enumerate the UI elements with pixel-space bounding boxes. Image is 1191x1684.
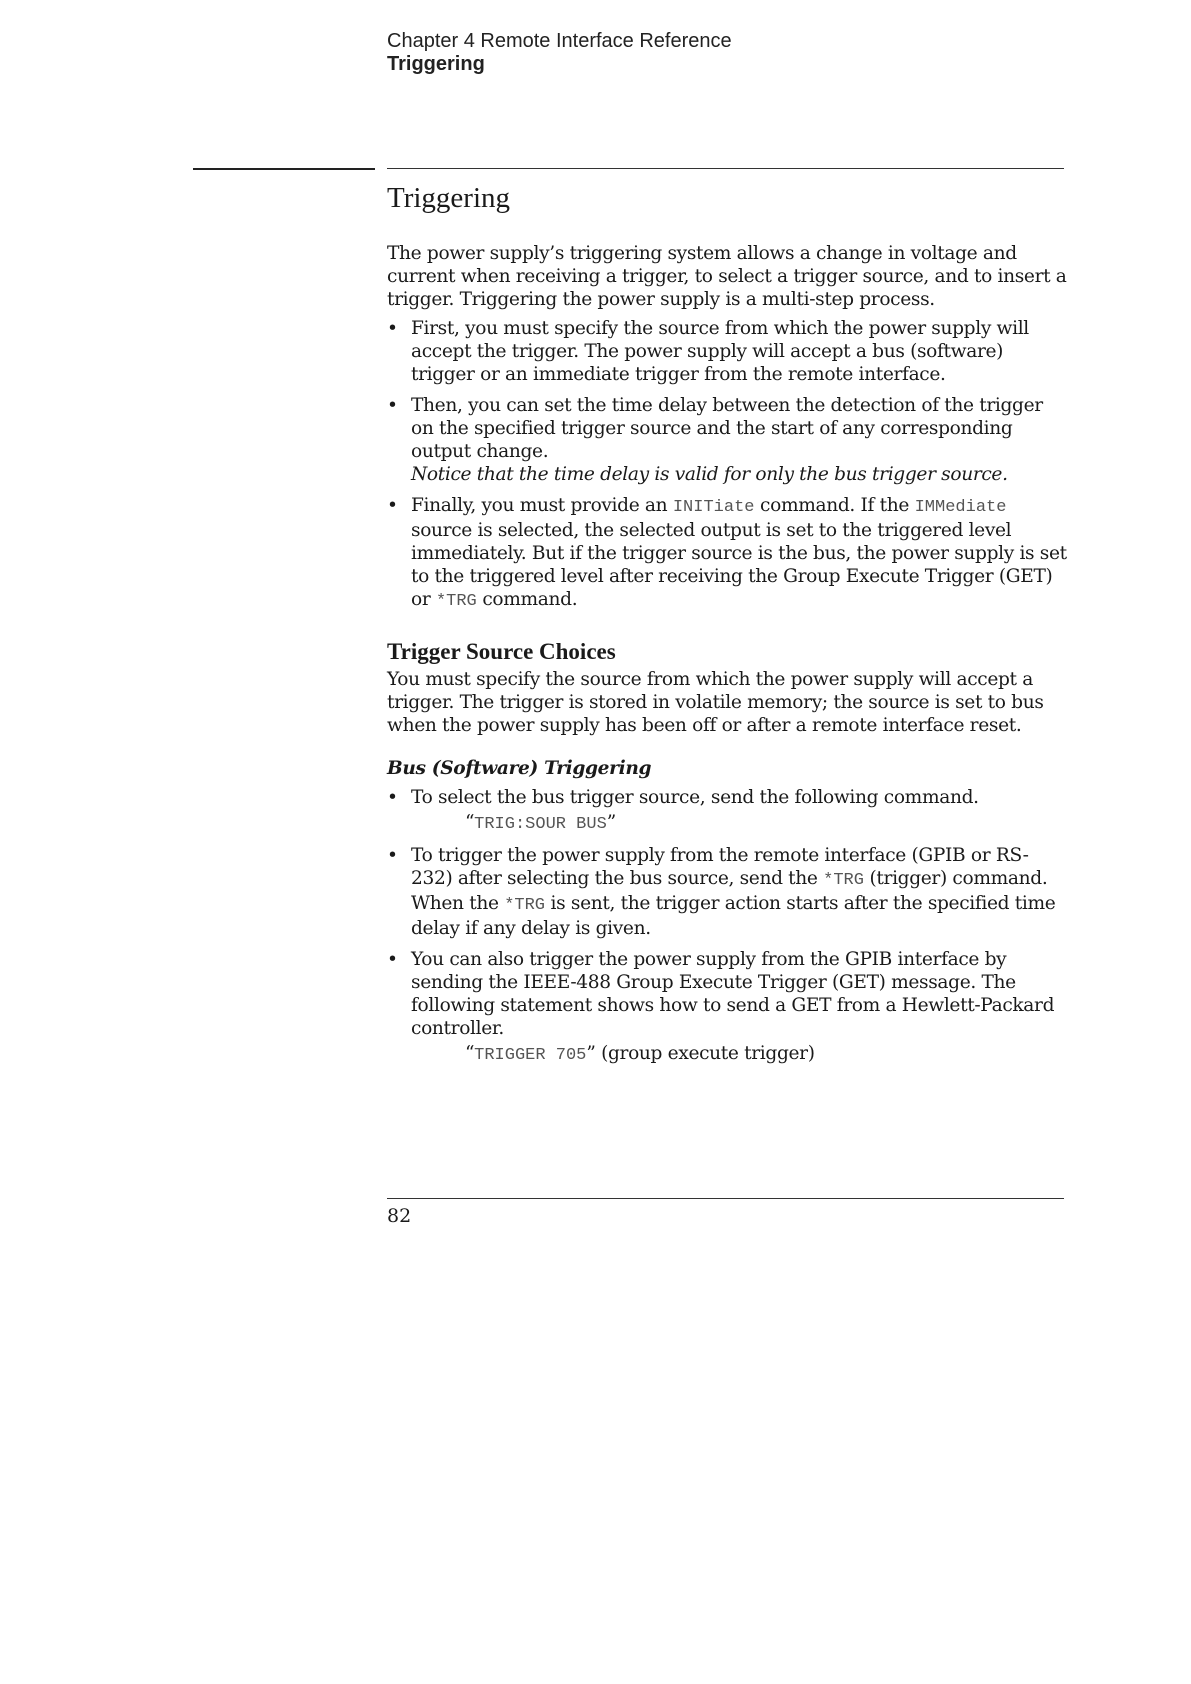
initiate-command: INITiate bbox=[672, 498, 755, 517]
bus-item-2-text-b: (trigger) command. When the bbox=[411, 868, 1048, 914]
step-2-note: Notice that the time delay is valid for only the bus trigger source. bbox=[411, 464, 1008, 485]
example-trigger-705 bbox=[411, 1042, 1067, 1067]
trigger-705-command: TRIGGER 705 bbox=[474, 1046, 587, 1065]
section-title: Triggering bbox=[387, 182, 510, 214]
quote-open: “ bbox=[465, 812, 475, 833]
example-2-suffix: ” (group execute trigger) bbox=[586, 1043, 815, 1064]
subsection-title: Trigger Source Choices bbox=[387, 639, 616, 664]
step-2-text: Then, you can set the time delay between the detection of the trigger on the specified trigger source and the start of any corresponding output change. bbox=[411, 395, 1043, 462]
list-item-bus-3 bbox=[387, 948, 1067, 1067]
trg-command: *TRG bbox=[823, 871, 864, 890]
trig-sour-bus-command: TRIG:SOUR BUS bbox=[474, 815, 607, 834]
list-item-step-1 bbox=[387, 317, 1067, 386]
section-rule-right bbox=[387, 168, 1064, 169]
example-trig-sour-bus bbox=[411, 811, 1067, 836]
step-3-text-a: Finally, you must provide an bbox=[411, 495, 673, 516]
bus-triggering-title: Bus (Software) Triggering bbox=[387, 758, 652, 779]
bus-item-1-text: To select the bus trigger source, send the following command. bbox=[411, 787, 979, 808]
intro-paragraph: The power supply’s triggering system allows a change in voltage and current when receiving a trigger, to select a trigger source, and to insert a trigger. Triggering the power supply is a multi-step process. bbox=[387, 243, 1067, 310]
list-item-bus-1 bbox=[387, 786, 1067, 836]
page-content bbox=[387, 180, 1067, 1075]
bus-item-2-text-c: is sent, the trigger action starts after the specified time delay if any delay is given. bbox=[411, 893, 1056, 939]
quote-close: ” bbox=[606, 812, 616, 833]
quote-open: “ bbox=[465, 1043, 475, 1064]
bus-item-2-text-a: To trigger the power supply from the remote interface (GPIB or RS-232) after selecting the bus source, send the bbox=[411, 845, 1029, 889]
header-section: Triggering bbox=[387, 53, 485, 75]
step-3-text-c: source is selected, the selected output is set to the triggered level immediately. But if the trigger source is the bus, the power supply is set to the triggered level after receiving the Group Execute Trigger (GET) or bbox=[411, 520, 1067, 610]
trg-command: *TRG bbox=[435, 592, 477, 611]
subsection-paragraph: You must specify the source from which the power supply will accept a trigger. The trigger is stored in volatile memory; the source is set to bus when the power supply has been off or after a remote interface reset. bbox=[387, 669, 1044, 736]
bus-triggering-list bbox=[387, 786, 1067, 1067]
page-number: 82 bbox=[387, 1205, 412, 1227]
footer-rule bbox=[387, 1198, 1064, 1199]
section-rule-left bbox=[193, 168, 375, 170]
running-header bbox=[387, 30, 732, 76]
list-item-step-3 bbox=[387, 494, 1067, 613]
step-3-text-b: command. If the bbox=[754, 495, 915, 516]
trigger-steps-list bbox=[387, 317, 1067, 613]
list-item-step-2 bbox=[387, 394, 1067, 486]
step-1-text: First, you must specify the source from which the power supply will accept the trigger. The power supply will accept a bus (software) trigger or an immediate trigger from the remote interface. bbox=[411, 318, 1029, 385]
list-item-bus-2 bbox=[387, 844, 1067, 940]
trg-command: *TRG bbox=[504, 896, 545, 915]
step-3-text-d: command. bbox=[476, 589, 578, 610]
bus-item-3-text: You can also trigger the power supply from the GPIB interface by sending the IEEE-488 Group Execute Trigger (GET) message. The following statement shows how to send a GET from a Hewlett-Packard controller. bbox=[411, 949, 1055, 1039]
header-chapter: Chapter 4 Remote Interface Reference bbox=[387, 30, 732, 52]
immediate-command: IMMediate bbox=[914, 498, 1007, 517]
